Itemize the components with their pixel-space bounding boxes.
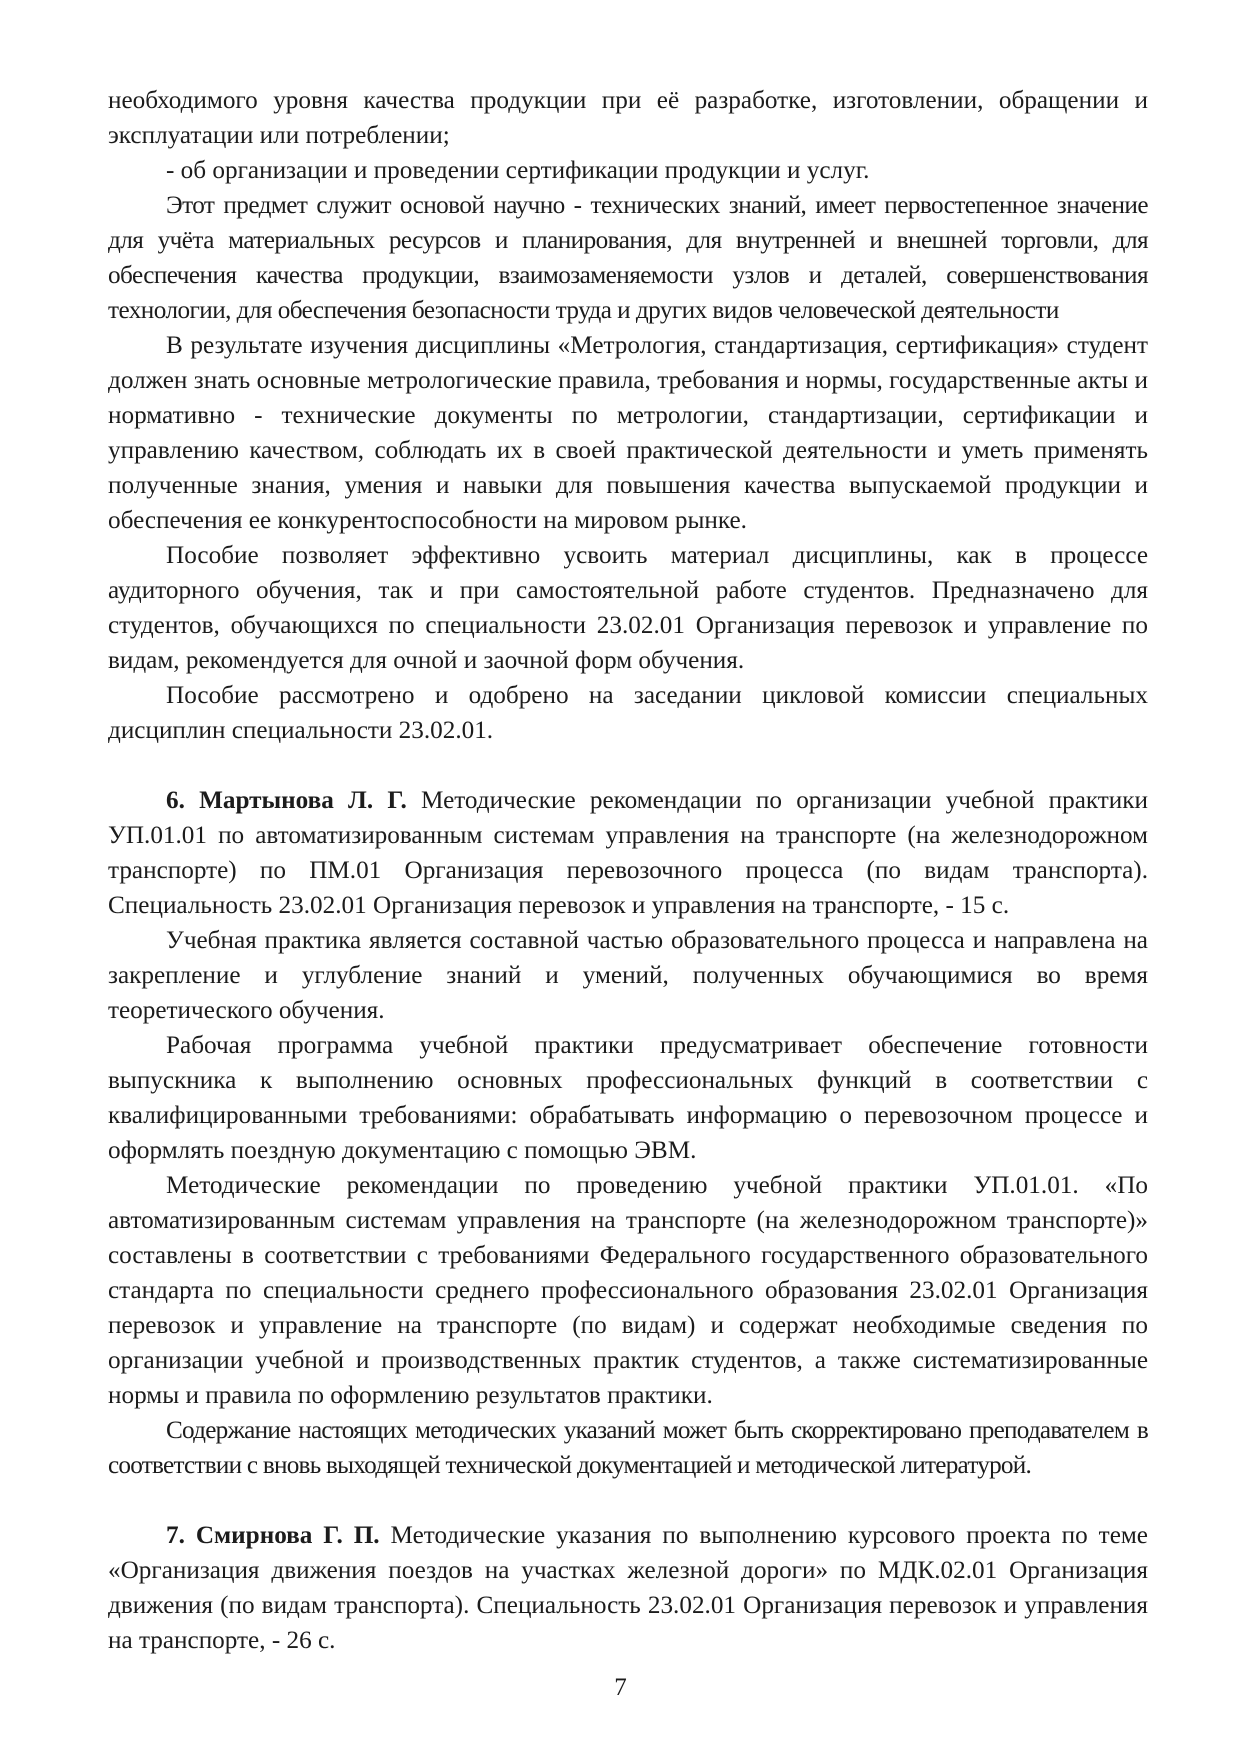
page-number: 7 — [614, 1674, 627, 1701]
entry-6-paragraph-3: Методические рекомендации по проведению учебной практики УП.01.01. «По автоматизированным системам управления на транспорте (на железнодорожном транспорте)» составлены в соответствии с требованиями Федерального государственного образовательного стандарта по специальности среднего профессионального образования 23.02.01 Организация перевозок и управление на транспорте (по видам) и содержат необходимые сведения по организации учебной и производственных практик студентов, а также систематизированные нормы и правила по оформлению результатов практики. — [108, 1172, 1148, 1409]
entry-6-title: Методические рекомендации по организации учебной практики УП.01.01 по автоматизированным системам управления на транспорте (на железнодорожном транспорте) по ПМ.01 Организация перевозочного процесса (по видам транспорта). Специальность 23.02.01 Организация перевозок и управления на транспорте, - 15 с. — [108, 787, 1148, 919]
entry-6-author: 6. Мартынова Л. Г. — [166, 787, 407, 814]
paragraph-intro-purpose: Пособие позволяет эффективно усвоить материал дисциплины, как в процессе аудиторного обучения, так и при самостоятельной работе студентов. Предназначено для студентов, обучающихся по специальности 23.02.01 Организация перевозок и управление по видам, рекомендуется для очной и заочной форм обучения. — [108, 542, 1148, 674]
entry-7-heading — [108, 1518, 1148, 1658]
paragraph-intro-certification: - об организации и проведении сертификации продукции и услуг. — [166, 157, 870, 184]
document-page — [108, 83, 1148, 1658]
paragraph-intro-subject: Этот предмет служит основой научно - технических знаний, имеет первостепенное значение для учёта материальных ресурсов и планирования, для внутренней и внешней торговли, для обеспечения качества продукции, взаимозаменяемости узлов и деталей, совершенствования технологии, для обеспечения безопасности труда и других видов человеческой деятельности — [108, 192, 1148, 324]
entry-6-heading — [108, 783, 1148, 923]
entry-7-title: Методические указания по выполнению курсового проекта по теме «Организация движения поездов на участках железной дороги» по МДК.02.01 Организация движения (по видам транспорта). Специальность 23.02.01 Организация перевозок и управления на транспорте, - 26 с. — [108, 1522, 1148, 1654]
paragraph-intro-result: В результате изучения дисциплины «Метрология, стандартизация, сертификация» студент должен знать основные метрологические правила, требования и нормы, государственные акты и нормативно - технические документы по метрологии, стандартизации, сертификации и управлению качеством, соблюдать их в своей практической деятельности и уметь применять полученные знания, умения и навыки для повышения качества выпускаемой продукции и обеспечения ее конкурентоспособности на мировом рынке. — [108, 332, 1148, 534]
entry-6-paragraph-1: Учебная практика является составной частью образовательного процесса и направлена на закрепление и углубление знаний и умений, полученных обучающимися во время теоретического обучения. — [108, 927, 1148, 1024]
entry-6-paragraph-2: Рабочая программа учебной практики предусматривает обеспечение готовности выпускника к выполнению основных профессиональных функций в соответствии с квалифицированными требованиями: обрабатывать информацию о перевозочном процессе и оформлять поездную документацию с помощью ЭВМ. — [108, 1032, 1148, 1164]
entry-6-paragraph-4: Содержание настоящих методических указаний может быть скорректировано преподавателем в соответствии с вновь выходящей технической документацией и методической литературой. — [108, 1417, 1148, 1479]
entry-7-author: 7. Смирнова Г. П. — [166, 1522, 380, 1549]
paragraph-intro-approved: Пособие рассмотрено и одобрено на заседании цикловой комиссии специальных дисциплин специальности 23.02.01. — [108, 682, 1148, 744]
paragraph-intro-continuation: необходимого уровня качества продукции при её разработке, изготовлении, обращении и эксплуатации или потреблении; — [108, 87, 1148, 149]
